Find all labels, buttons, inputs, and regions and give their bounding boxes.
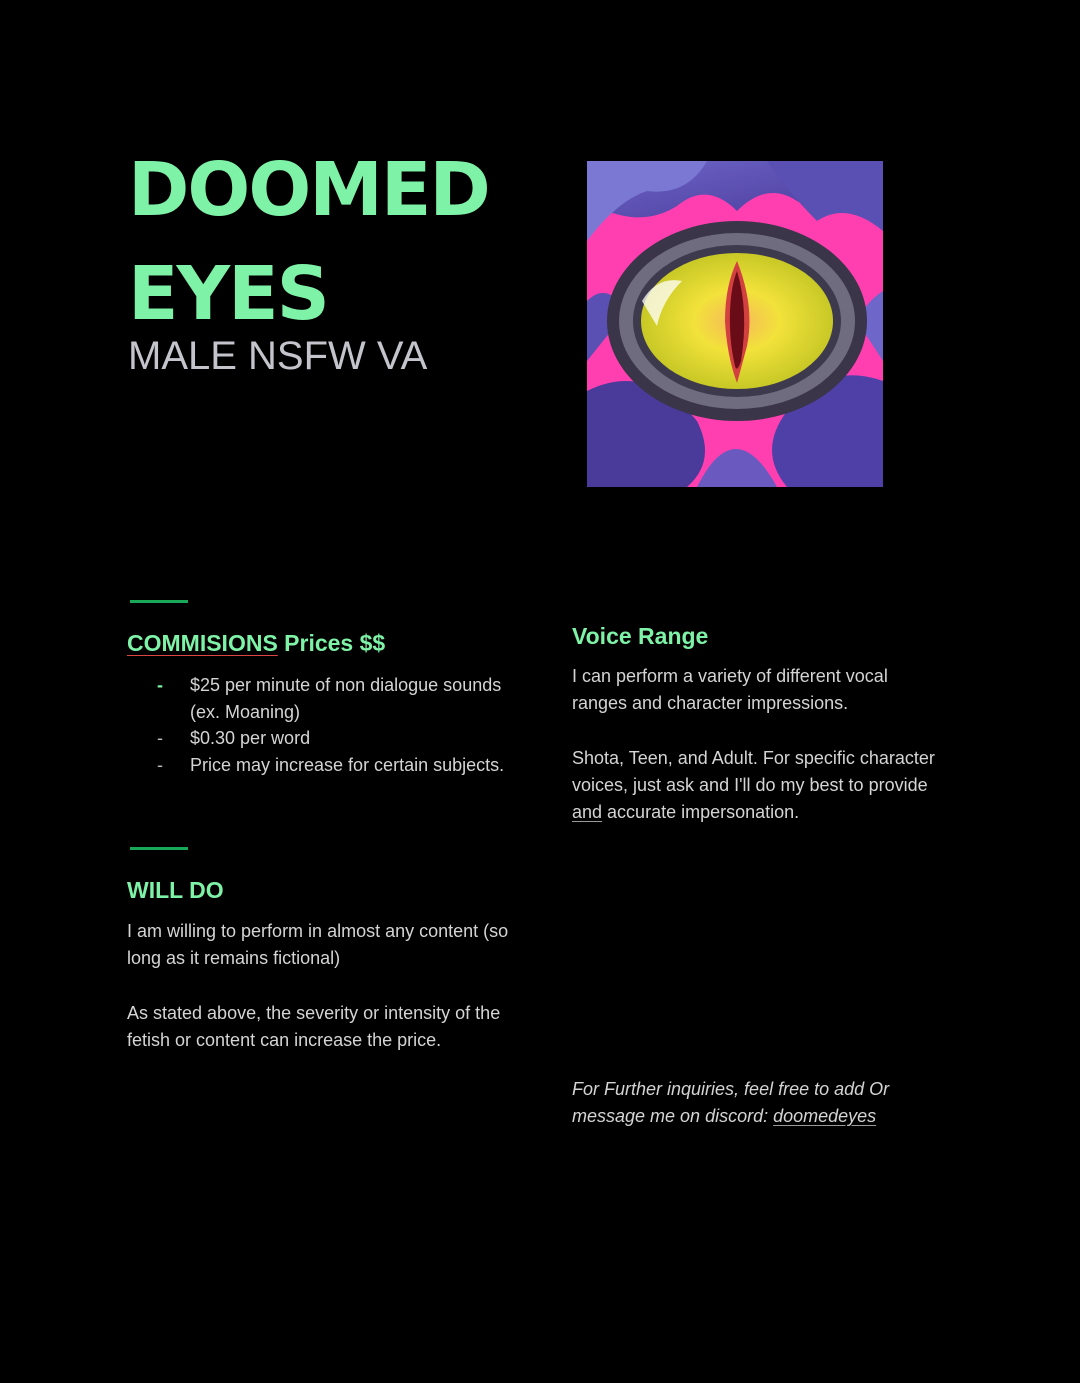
page-title (128, 138, 489, 346)
bullet-dash: - (157, 675, 163, 695)
commissions-heading-main: COMMISIONS (127, 630, 278, 656)
price-list (127, 672, 507, 778)
section-divider-commissions (130, 600, 188, 603)
will-do-heading: WILL DO (127, 877, 224, 903)
will-do-paragraph-2: As stated above, the severity or intensity of the fetish or content can increase the price. (127, 1003, 501, 1050)
list-item: - Price may increase for certain subjects. (127, 752, 507, 779)
commissions-heading-rest: Prices $$ (277, 630, 386, 656)
dragon-eye-illustration (587, 161, 883, 487)
voice-range-paragraph-1: I can perform a variety of different vocal ranges and character impressions. (572, 666, 888, 713)
contact-note: For Further inquiries, feel free to add Or message me on discord: doomedeyes (572, 1079, 890, 1126)
discord-handle[interactable]: doomedeyes (773, 1106, 877, 1126)
voice-range-paragraph-2: Shota, Teen, and Adult. For specific character voices, just ask and I'll do my best to provide and accurate impersonation. (572, 748, 935, 822)
will-do-paragraph-1: I am willing to perform in almost any content (so long as it remains fictional) (127, 921, 509, 968)
list-item: - $25 per minute of non dialogue sounds (ex. Moaning) (127, 672, 507, 725)
voice-range-link: and (572, 802, 603, 822)
page-subtitle: MALE NSFW VA (128, 334, 428, 378)
section-divider-will-do (130, 847, 188, 850)
title-line-2: EYES (128, 251, 328, 337)
commissions-heading (127, 629, 385, 657)
bullet-dash: - (157, 754, 163, 775)
bullet-dash: - (157, 728, 163, 748)
voice-range-heading: Voice Range (572, 623, 709, 649)
title-line-1: DOOMED (128, 147, 489, 233)
list-item: - $0.30 per word (127, 725, 507, 752)
